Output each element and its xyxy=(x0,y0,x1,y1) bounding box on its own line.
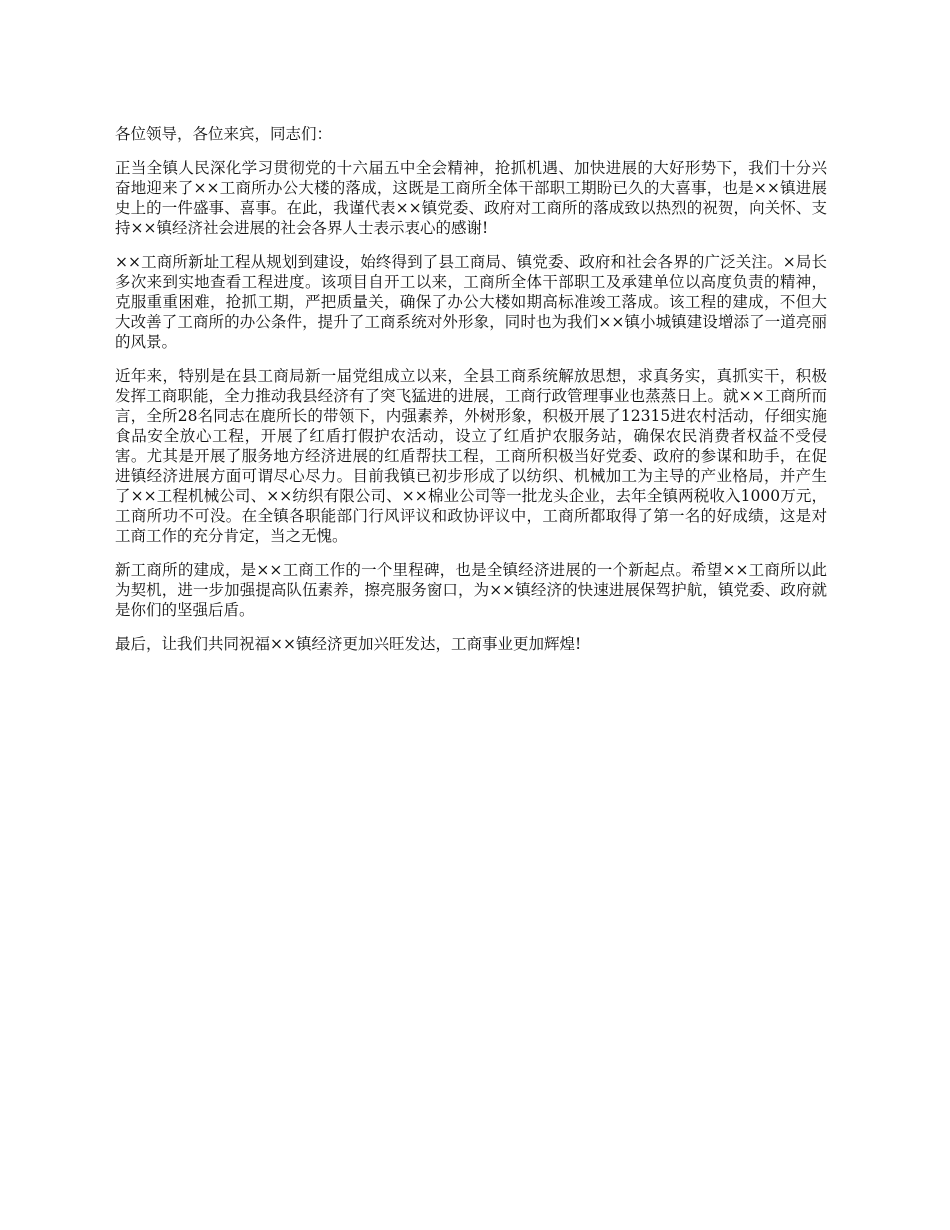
paragraph-closing: 最后，让我们共同祝福××镇经济更加兴旺发达，工商事业更加辉煌! xyxy=(115,635,582,653)
greeting-line: 各位领导，各位来宾，同志们： xyxy=(115,125,333,143)
paragraph-hope: 新工商所的建成，是××工商工作的一个里程碑，也是全镇经济进展的一个新起点。希望××工商所以此为契机，进一步加强提高队伍素养，擦亮服务窗口，为××镇经济的快速进展保驾护航，镇党委、政府就是你们的坚强后盾。 xyxy=(115,561,827,619)
paragraph-project: ××工商所新址工程从规划到建设，始终得到了县工商局、镇党委、政府和社会各界的广泛关注。×局长多次来到实地查看工程进度。该项目自开工以来，工商所全体干部职工及承建单位以高度负责的精神，克服重重困难，抢抓工期，严把质量关，确保了办公大楼如期高标准竣工落成。该工程的建成，不但大大改善了工商所的办公条件，提升了工商系统对外形象，同时也为我们××镇小城镇建设增添了一道亮丽的风景。 xyxy=(115,253,827,351)
paragraph-achievements: 近年来，特别是在县工商局新一届党组成立以来，全县工商系统解放思想，求真务实，真抓实干，积极发挥工商职能，全力推动我县经济有了突飞猛进的进展，工商行政管理事业也蒸蒸日上。就××工商所而言，全所28名同志在鹿所长的带领下，内强素养，外树形象，积极开展了12315进农村活动，仔细实施食品安全放心工程，开展了红盾打假护农活动，设立了红盾护农服务站，确保农民消费者权益不受侵害。尤其是开展了服务地方经济进展的红盾帮扶工程，工商所积极当好党委、政府的参谋和助手，在促进镇经济进展方面可谓尽心尽力。目前我镇已初步形成了以纺织、机械加工为主导的产业格局，并产生了××工程机械公司、××纺织有限公司、××棉业公司等一批龙头企业，去年全镇两税收入1000万元，工商所功不可没。在全镇各职能部门行风评议和政协评议中，工商所都取得了第一名的好成绩，这是对工商工作的充分肯定，当之无愧。 xyxy=(115,367,827,545)
paragraph-intro: 正当全镇人民深化学习贯彻党的十六届五中全会精神，抢抓机遇、加快进展的大好形势下，我们十分兴奋地迎来了××工商所办公大楼的落成，这既是工商所全体干部职工期盼已久的大喜事，也是××镇进展史上的一件盛事、喜事。在此，我谨代表××镇党委、政府对工商所的落成致以热烈的祝贺，向关怀、支持××镇经济社会进展的社会各界人士表示衷心的感谢! xyxy=(115,159,827,237)
document-body xyxy=(115,124,827,668)
